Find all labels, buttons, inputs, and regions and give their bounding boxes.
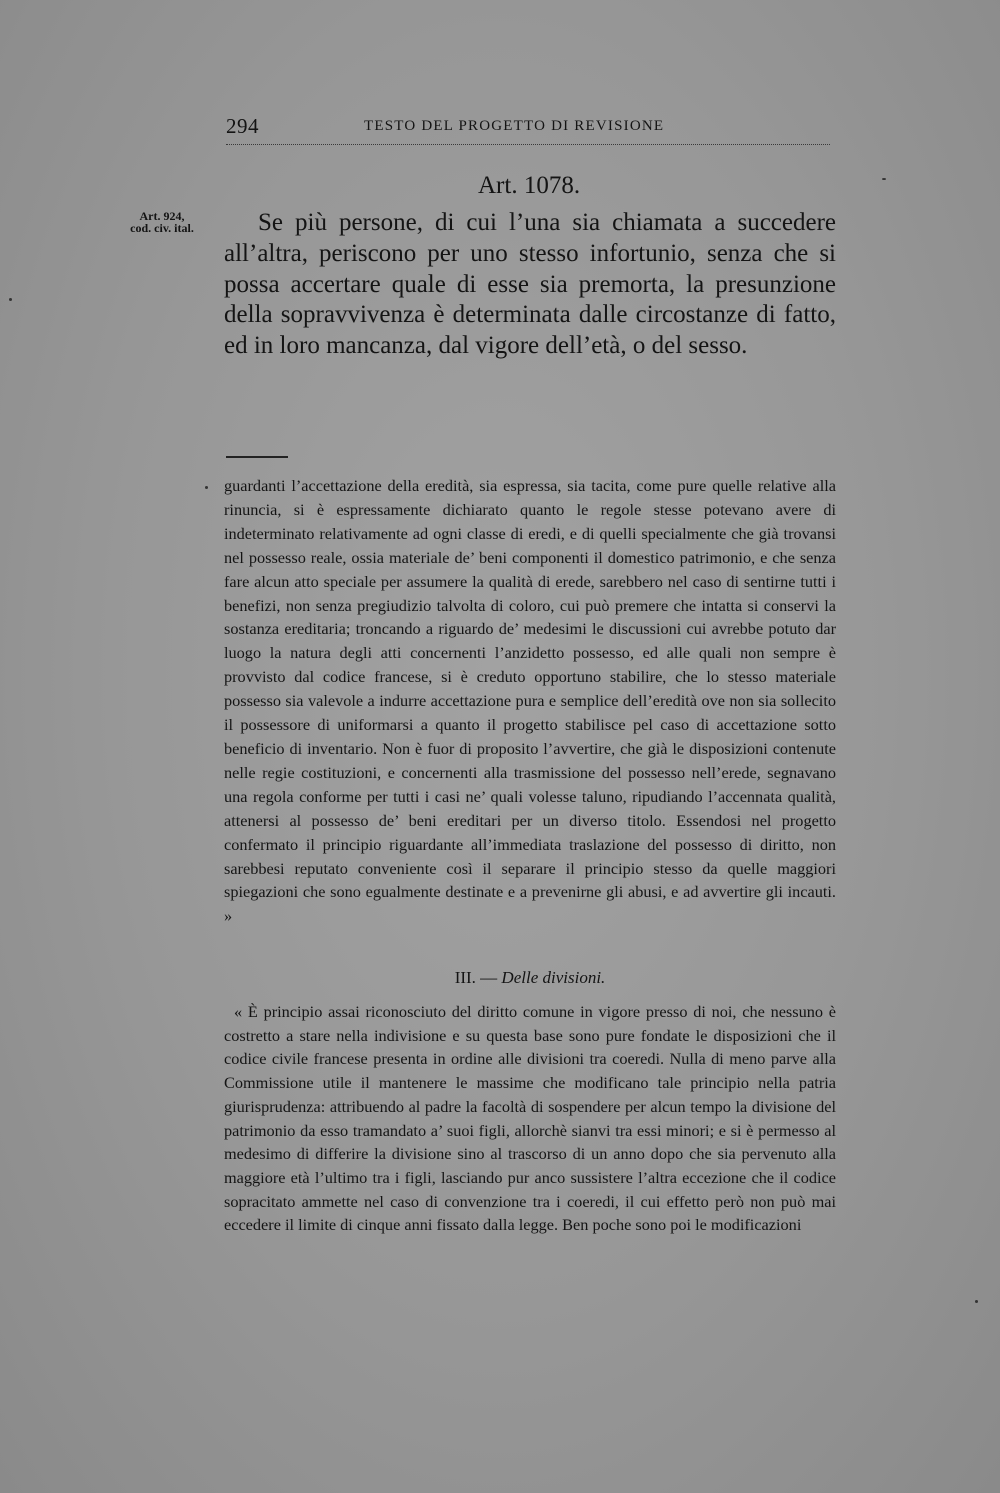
scan-speck [205, 486, 208, 489]
scan-speck [975, 1300, 978, 1303]
margin-note-line: Art. 924, [139, 209, 185, 223]
section-title: Delle divisioni. [501, 968, 606, 987]
page-number: 294 [226, 114, 259, 138]
section-subheading [224, 968, 836, 988]
article-text: Se più persone, di cui l’una sia chiamata a succedere all’altra, periscono per uno stesso infortunio, senza che si possa accertare quale di esse sia premorta, la presunzione della sopravvivenza è determinata dalle circostanze di fatto, ed in loro mancanza, dal vigore dell’età, o del sesso. [224, 209, 836, 360]
notes-paragraph: « È principio assai riconosciuto del diritto comune in vigore presso di noi, che nessuno è costretto a stare nella indivisione e su questa base sono pure fondate le disposizioni che il codice civile francese presenta in ordine alle divisioni tra coeredi. Nulla di meno parve alla Commissione utile il mantenere le massime che modificano tale principio nella patria giurisprudenza: attribuendo al padre la facoltà di sospendere per alcun tempo la divisione del patrimonio da esso tramandato a’ suoi figli, allorchè sianvi tra essi minori; e si è permesso al medesimo di differire la divisione sino al trascorso di un anno dopo che sia pervenuto alla maggiore età l’ultimo tra i figli, lasciando pur anco sussistere l’altra eccezione che il codice sopracitato ammette nel caso di convenzione tra i coeredi, il cui effetto però non può mai eccedere il limite di cinque anni fissato dalla legge. Ben poche sono poi le modificazioni [224, 1002, 836, 1235]
page-header [226, 112, 830, 145]
scan-speck [882, 178, 886, 180]
running-title: TESTO DEL PROGETTO DI REVISIONE [364, 118, 665, 134]
scan-speck [9, 298, 12, 301]
section-number: III. — [454, 968, 498, 987]
margin-note [112, 210, 212, 234]
article-heading: Art. 1078. [478, 172, 581, 199]
footnote-rule [226, 456, 288, 458]
margin-note-line: cod. civ. ital. [130, 221, 194, 235]
notes-paragraph: guardanti l’accettazione della eredità, sia espressa, sia tacita, come pure quelle relative alla rinuncia, si è espressamente dichiarato quanto le regole stesse potevano avere di indeterminato relativamente ad ogni classe di eredi, e di quelli specialmente che già trovansi nel possesso reale, ossia materiale de’ beni componenti il domestico patrimonio, e che senza fare alcun atto speciale per assumere la qualità di erede, sarebbero nel caso di sentirne tutti i benefizi, non senza pregiudizio talvolta di coloro, cui può premere che intatta si conservi la sostanza ereditaria; troncando a riguardo de’ medesimi le discussioni cui avrebbe potuto dar luogo la natura degli atti concernenti l’anzidetto possesso, ed alle quali non sempre è provvisto dal codice francese, si è creduto opportuno stabilire, che lo stesso materiale possesso sia valevole a indurre accettazione pura e semplice dell’eredità ove non sia sollecito il possessore di uniformarsi a quanto il progetto stabilisce pel caso di accettazione sotto beneficio di inventario. Non è fuor di proposito l’avvertire, che già le disposizioni contenute nelle regie costituzioni, e concernenti alla trasmissione del possesso nell’erede, segnavano una regola conforme per tutti i casi ne’ quali volesse taluno, ripudiando l’accennata qualità, attenersi al possesso de’ beni ereditari per un diverso titolo. Essendosi nel progetto confermato il principio riguardante all’immediata traslazione del possesso di diritto, non sarebbesi reputato conveniente così il separare il principio stesso da quelle maggiori spiegazioni che sono egualmente destinate e a prevenirne gli abusi, e ad avvertire gli incauti. » [224, 476, 836, 926]
